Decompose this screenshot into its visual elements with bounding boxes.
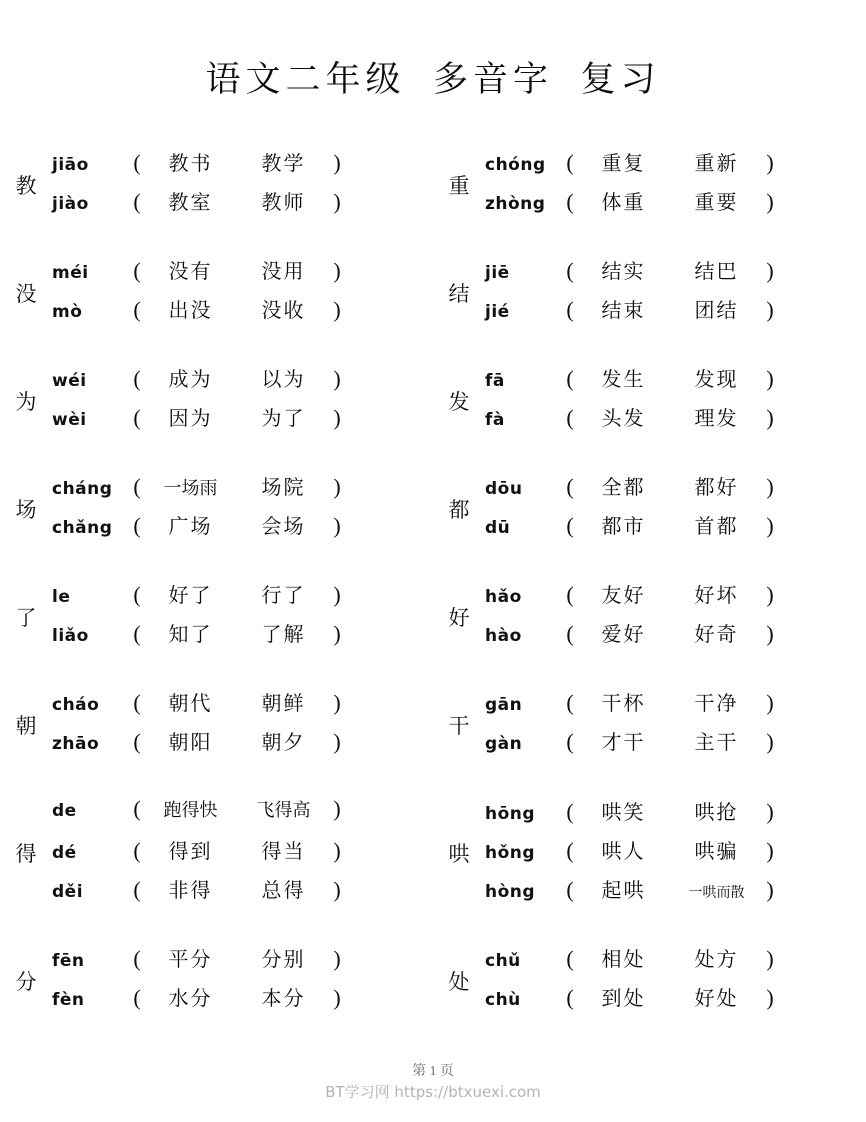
close-paren: ) [766, 405, 774, 430]
example-words [144, 687, 330, 716]
close-paren: ) [766, 729, 774, 754]
pinyin-label: fā [485, 371, 505, 391]
entry-columns [0, 132, 866, 1036]
pronunciation-rows [52, 943, 344, 1021]
pinyin-label: jié [485, 302, 510, 322]
close-paren: ) [333, 513, 341, 538]
example-word: 体重 [601, 192, 646, 214]
headword-character: 场 [15, 497, 37, 522]
headword-character: 朝 [15, 713, 37, 738]
character-entry [433, 564, 866, 672]
pinyin-label: hào [485, 626, 522, 646]
example-words [144, 402, 330, 431]
example-word: 没有 [168, 261, 213, 283]
example-words [144, 294, 330, 323]
example-words [144, 796, 330, 822]
pinyin-label: dé [52, 842, 77, 863]
open-paren: ( [566, 946, 574, 971]
example-words [577, 943, 763, 972]
example-word: 结束 [601, 300, 646, 322]
example-words [577, 363, 763, 392]
example-word: 重复 [601, 153, 646, 175]
pronunciation-rows [52, 796, 344, 913]
pinyin-label: wèi [52, 410, 87, 430]
example-word: 都好 [694, 477, 739, 499]
example-word: 团结 [694, 300, 739, 322]
close-paren: ) [766, 513, 774, 538]
example-word: 哄笑 [601, 801, 646, 824]
pronunciation-row [52, 510, 344, 549]
pronunciation-row [52, 471, 344, 510]
example-word: 得到 [168, 840, 213, 863]
example-word: 没收 [261, 300, 306, 322]
pronunciation-row [52, 363, 344, 402]
left-column [0, 132, 433, 1036]
headword-character: 结 [448, 281, 470, 306]
example-word: 朝鲜 [261, 693, 306, 715]
example-words [144, 835, 330, 864]
example-word: 才干 [601, 732, 646, 754]
character-entry [0, 564, 433, 672]
example-word: 到处 [601, 988, 646, 1010]
example-words [144, 510, 330, 539]
example-word: 头发 [601, 408, 646, 430]
pronunciation-rows [52, 687, 344, 765]
pinyin-label: wéi [52, 371, 87, 391]
example-word: 朝夕 [261, 732, 306, 754]
example-word: 相处 [601, 949, 646, 971]
open-paren: ( [133, 297, 141, 322]
open-paren: ( [566, 474, 574, 499]
example-words [577, 402, 763, 431]
close-paren: ) [766, 366, 774, 391]
close-paren: ) [333, 189, 341, 214]
open-paren: ( [566, 297, 574, 322]
character-entry [0, 132, 433, 240]
character-entry [433, 456, 866, 564]
example-word: 教师 [261, 192, 306, 214]
open-paren: ( [566, 876, 574, 902]
example-words [144, 255, 330, 284]
close-paren: ) [333, 729, 341, 754]
example-word: 哄人 [601, 840, 646, 863]
pinyin-label: hǎo [485, 587, 522, 607]
pinyin-label: dōu [485, 479, 523, 499]
close-paren: ) [766, 690, 774, 715]
pronunciation-rows [485, 363, 777, 441]
character-entry [0, 780, 433, 928]
open-paren: ( [566, 366, 574, 391]
close-paren: ) [766, 621, 774, 646]
headword-character: 教 [15, 173, 37, 198]
close-paren: ) [333, 837, 341, 863]
close-paren: ) [333, 150, 341, 175]
example-words [144, 186, 330, 215]
pinyin-label: chǔ [485, 951, 521, 971]
example-word: 本分 [261, 988, 306, 1010]
example-words [577, 471, 763, 500]
pronunciation-row [485, 471, 777, 510]
example-word: 好奇 [694, 624, 739, 646]
example-word: 朝代 [168, 693, 213, 715]
example-words [577, 186, 763, 215]
close-paren: ) [333, 258, 341, 283]
pronunciation-row [485, 835, 777, 874]
example-word: 教学 [261, 153, 306, 175]
example-word: 平分 [168, 949, 213, 971]
open-paren: ( [566, 582, 574, 607]
pinyin-label: zhòng [485, 194, 546, 214]
pinyin-label: hǒng [485, 842, 536, 863]
pronunciation-row [485, 510, 777, 549]
character-entry [0, 240, 433, 348]
pinyin-label: chóng [485, 155, 546, 175]
open-paren: ( [133, 258, 141, 283]
pinyin-label: jiào [52, 194, 89, 214]
close-paren: ) [766, 946, 774, 971]
pronunciation-row [52, 874, 344, 913]
example-words [577, 982, 763, 1011]
example-word: 理发 [694, 408, 739, 430]
example-words [577, 618, 763, 647]
headword-character: 为 [15, 389, 37, 414]
pinyin-label: méi [52, 263, 89, 283]
character-entry [0, 348, 433, 456]
example-word: 教室 [168, 192, 213, 214]
example-words [577, 510, 763, 539]
example-words [144, 363, 330, 392]
open-paren: ( [566, 189, 574, 214]
close-paren: ) [766, 837, 774, 863]
example-word: 一场雨 [163, 478, 218, 498]
pronunciation-rows [52, 579, 344, 657]
example-word: 重新 [694, 153, 739, 175]
pronunciation-row [485, 186, 777, 225]
open-paren: ( [566, 405, 574, 430]
example-words [577, 255, 763, 284]
example-word: 场院 [261, 477, 306, 499]
example-word: 一哄而散 [688, 885, 745, 901]
example-word: 哄抢 [694, 801, 739, 824]
pinyin-label: chǎng [52, 518, 113, 538]
example-words [144, 618, 330, 647]
pronunciation-row [485, 687, 777, 726]
example-word: 出没 [168, 300, 213, 322]
example-word: 成为 [168, 369, 213, 391]
example-words [577, 796, 763, 825]
example-word: 结巴 [694, 261, 739, 283]
pronunciation-row [52, 579, 344, 618]
pronunciation-rows [485, 255, 777, 333]
example-word: 好了 [168, 585, 213, 607]
close-paren: ) [766, 798, 774, 824]
close-paren: ) [766, 582, 774, 607]
open-paren: ( [133, 150, 141, 175]
character-entry [433, 240, 866, 348]
close-paren: ) [766, 985, 774, 1010]
example-word: 朝阳 [168, 732, 213, 754]
headword-character: 了 [15, 605, 37, 630]
character-entry [433, 928, 866, 1036]
example-word: 友好 [601, 585, 646, 607]
example-word: 没用 [261, 261, 306, 283]
pronunciation-rows [485, 943, 777, 1021]
pinyin-label: chù [485, 990, 521, 1010]
open-paren: ( [566, 621, 574, 646]
open-paren: ( [133, 621, 141, 646]
example-words [144, 874, 330, 903]
example-word: 了解 [261, 624, 306, 646]
example-words [577, 579, 763, 608]
character-entry [0, 456, 433, 564]
open-paren: ( [566, 690, 574, 715]
close-paren: ) [333, 405, 341, 430]
open-paren: ( [133, 729, 141, 754]
pinyin-label: fēn [52, 951, 85, 971]
pronunciation-rows [52, 363, 344, 441]
pinyin-label: gàn [485, 734, 523, 754]
open-paren: ( [133, 690, 141, 715]
pronunciation-row [52, 835, 344, 874]
open-paren: ( [133, 985, 141, 1010]
example-word: 行了 [261, 585, 306, 607]
headword-character: 分 [15, 969, 37, 994]
headword-character: 处 [448, 969, 470, 994]
example-word: 知了 [168, 624, 213, 646]
pronunciation-row [485, 402, 777, 441]
headword-character: 都 [448, 497, 470, 522]
open-paren: ( [133, 405, 141, 430]
open-paren: ( [566, 798, 574, 824]
pronunciation-row [485, 147, 777, 186]
pronunciation-row [485, 618, 777, 657]
close-paren: ) [333, 474, 341, 499]
example-word: 重要 [694, 192, 739, 214]
pinyin-label: jiāo [52, 155, 89, 175]
pinyin-label: gān [485, 695, 523, 715]
pronunciation-row [485, 726, 777, 765]
open-paren: ( [133, 795, 141, 821]
open-paren: ( [133, 366, 141, 391]
pronunciation-row [485, 943, 777, 982]
example-word: 水分 [168, 988, 213, 1010]
pronunciation-rows [485, 147, 777, 225]
example-word: 好坏 [694, 585, 739, 607]
close-paren: ) [333, 795, 341, 821]
example-word: 教书 [168, 153, 213, 175]
headword-character: 得 [15, 841, 37, 866]
example-words [144, 147, 330, 176]
character-entry [433, 780, 866, 928]
close-paren: ) [766, 876, 774, 902]
pronunciation-row [485, 579, 777, 618]
close-paren: ) [333, 876, 341, 902]
close-paren: ) [333, 366, 341, 391]
open-paren: ( [133, 946, 141, 971]
pronunciation-rows [52, 471, 344, 549]
pronunciation-row [52, 255, 344, 294]
example-word: 以为 [261, 369, 306, 391]
open-paren: ( [133, 189, 141, 214]
pronunciation-row [52, 147, 344, 186]
example-word: 会场 [261, 516, 306, 538]
pronunciation-row [52, 726, 344, 765]
example-word: 全都 [601, 477, 646, 499]
example-words [144, 579, 330, 608]
pinyin-label: zhāo [52, 734, 100, 754]
close-paren: ) [333, 297, 341, 322]
example-words [144, 982, 330, 1011]
example-word: 发生 [601, 369, 646, 391]
example-words [144, 726, 330, 755]
character-entry [0, 672, 433, 780]
example-word: 处方 [694, 949, 739, 971]
open-paren: ( [566, 985, 574, 1010]
pinyin-label: cháng [52, 479, 113, 499]
open-paren: ( [133, 474, 141, 499]
pronunciation-row [52, 618, 344, 657]
open-paren: ( [566, 837, 574, 863]
example-word: 好处 [694, 988, 739, 1010]
pronunciation-rows [485, 471, 777, 549]
open-paren: ( [566, 729, 574, 754]
open-paren: ( [566, 258, 574, 283]
pinyin-label: jiē [485, 263, 510, 283]
close-paren: ) [766, 258, 774, 283]
pinyin-label: děi [52, 881, 84, 902]
pinyin-label: le [52, 587, 71, 607]
character-entry [0, 928, 433, 1036]
close-paren: ) [333, 582, 341, 607]
pinyin-label: liǎo [52, 626, 89, 646]
headword-character: 哄 [448, 841, 470, 866]
example-word: 分别 [261, 949, 306, 971]
pinyin-label: de [52, 800, 77, 821]
example-words [577, 726, 763, 755]
pronunciation-row [52, 982, 344, 1021]
close-paren: ) [333, 621, 341, 646]
example-word: 跑得快 [163, 799, 218, 820]
headword-character: 好 [448, 605, 470, 630]
open-paren: ( [133, 837, 141, 863]
pronunciation-row [52, 402, 344, 441]
close-paren: ) [766, 189, 774, 214]
character-entry [433, 672, 866, 780]
example-word: 总得 [261, 879, 306, 902]
headword-character: 发 [448, 389, 470, 414]
example-word: 飞得高 [256, 799, 311, 820]
close-paren: ) [333, 690, 341, 715]
open-paren: ( [566, 513, 574, 538]
example-word: 干杯 [601, 693, 646, 715]
pinyin-label: hōng [485, 803, 536, 824]
close-paren: ) [766, 297, 774, 322]
pronunciation-row [52, 294, 344, 333]
pinyin-label: dū [485, 518, 511, 538]
example-words [144, 943, 330, 972]
example-words [577, 147, 763, 176]
example-words [577, 294, 763, 323]
character-entry [433, 348, 866, 456]
headword-character: 没 [15, 281, 37, 306]
pronunciation-row [52, 796, 344, 835]
example-word: 主干 [694, 732, 739, 754]
pronunciation-row [52, 186, 344, 225]
right-column [433, 132, 866, 1036]
example-word: 为了 [261, 408, 306, 430]
pronunciation-row [485, 982, 777, 1021]
example-word: 爱好 [601, 624, 646, 646]
headword-character: 重 [448, 173, 470, 198]
open-paren: ( [133, 876, 141, 902]
close-paren: ) [766, 474, 774, 499]
pronunciation-row [485, 796, 777, 835]
pronunciation-rows [485, 796, 777, 913]
pronunciation-rows [485, 687, 777, 765]
example-words [144, 471, 330, 500]
pronunciation-rows [485, 579, 777, 657]
close-paren: ) [766, 150, 774, 175]
example-word: 干净 [694, 693, 739, 715]
example-words [577, 874, 763, 903]
pronunciation-row [485, 874, 777, 913]
example-words [577, 835, 763, 864]
pronunciation-rows [52, 255, 344, 333]
headword-character: 干 [448, 713, 470, 738]
example-words [577, 687, 763, 716]
example-word: 广场 [168, 516, 213, 538]
example-word: 哄骗 [694, 840, 739, 863]
character-entry [433, 132, 866, 240]
page-title: 语文二年级 多音字 复习 [205, 60, 661, 99]
example-word: 非得 [168, 879, 213, 902]
close-paren: ) [333, 985, 341, 1010]
pronunciation-row [52, 943, 344, 982]
pinyin-label: cháo [52, 695, 100, 715]
example-word: 起哄 [601, 879, 646, 902]
example-word: 因为 [168, 408, 213, 430]
example-word: 都市 [601, 516, 646, 538]
pronunciation-row [485, 255, 777, 294]
pinyin-label: hòng [485, 881, 536, 902]
open-paren: ( [133, 513, 141, 538]
pinyin-label: fà [485, 410, 505, 430]
close-paren: ) [333, 946, 341, 971]
pronunciation-rows [52, 147, 344, 225]
open-paren: ( [133, 582, 141, 607]
page-number: 第 1 页 [412, 1064, 454, 1079]
pinyin-label: mò [52, 302, 83, 322]
example-word: 得当 [261, 840, 306, 863]
open-paren: ( [566, 150, 574, 175]
example-word: 首都 [694, 516, 739, 538]
pinyin-label: fèn [52, 990, 85, 1010]
pronunciation-row [52, 687, 344, 726]
site-watermark: BT学习网 https://btxuexi.com [325, 1083, 541, 1101]
example-word: 结实 [601, 261, 646, 283]
example-word: 发现 [694, 369, 739, 391]
pronunciation-row [485, 294, 777, 333]
pronunciation-row [485, 363, 777, 402]
